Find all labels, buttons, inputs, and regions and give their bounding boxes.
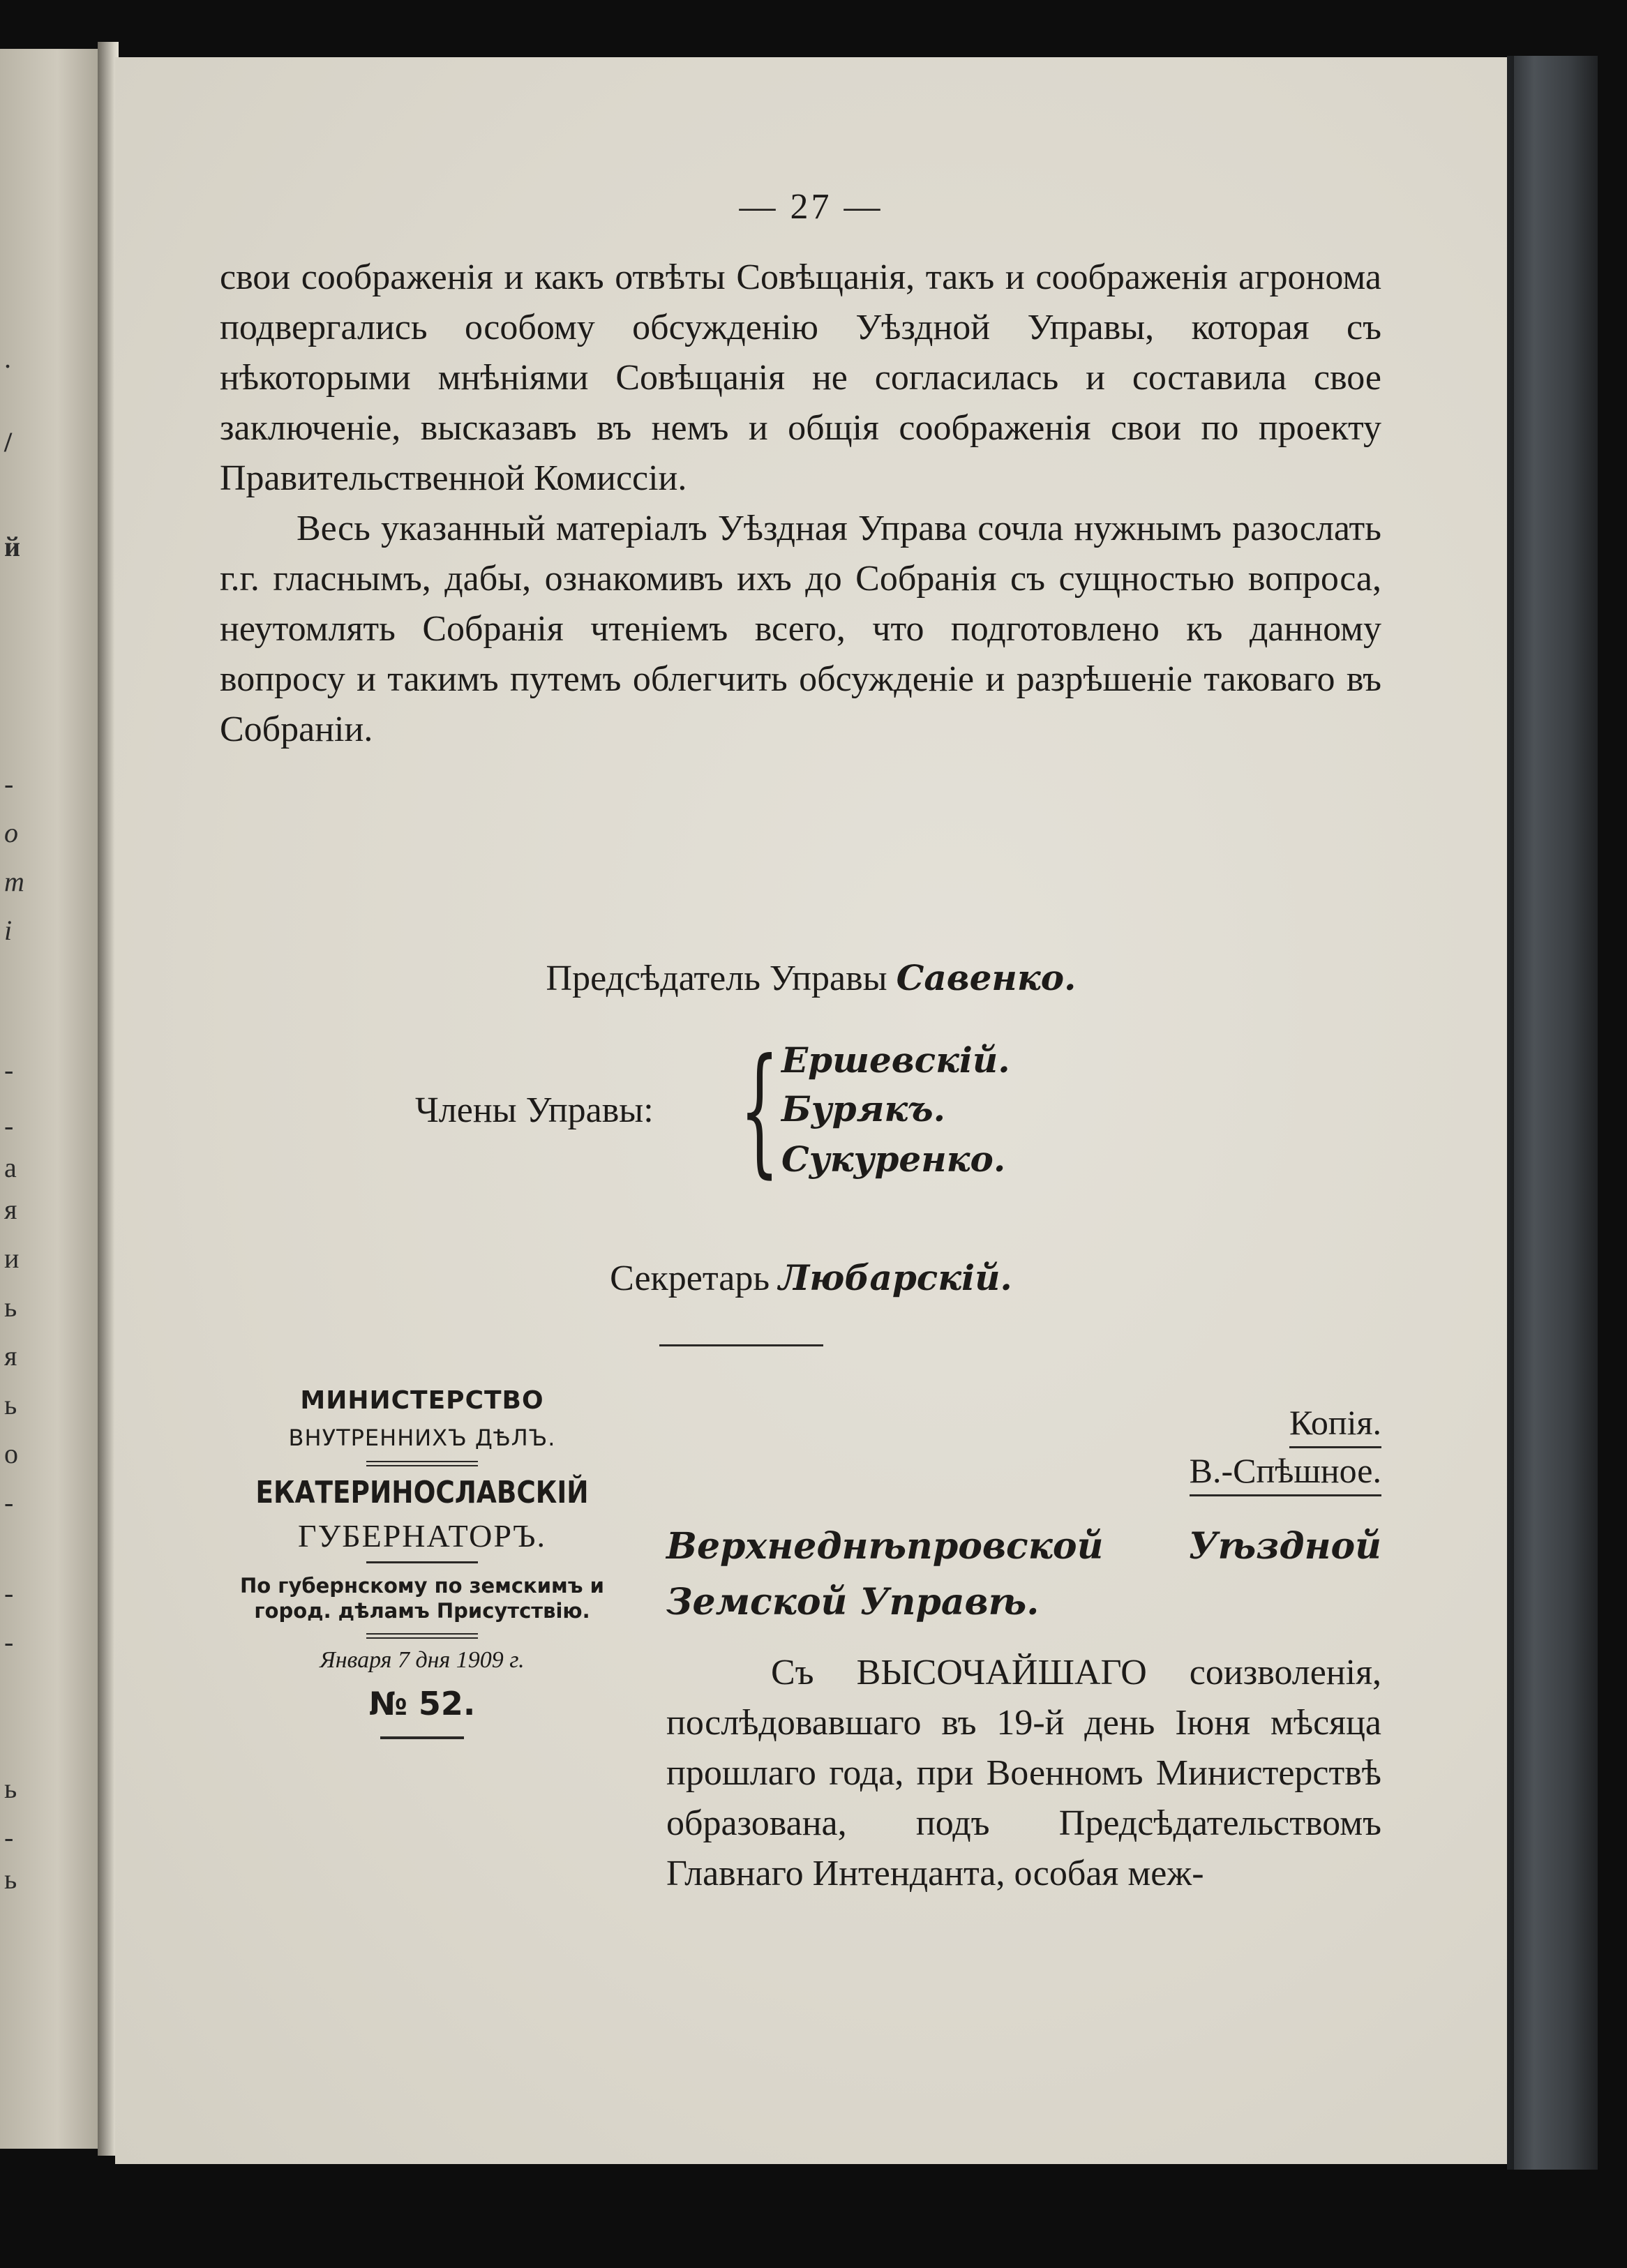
secretary-signature [115,1257,1507,1299]
page-number: — 27 — [739,187,883,227]
copy-marks [1190,1400,1381,1496]
department: По губернскому по земскимъ и город. дѣламъ Присутствію. [240,1574,604,1623]
chair-title: Предсѣдатель Управы [546,959,887,998]
members-signature [415,1029,1252,1208]
letter-date: Января 7 дня 1909 г. [320,1647,525,1673]
left-page-fragment: - [4,1054,14,1086]
left-page-fragment: т [4,866,24,897]
double-rule [366,1633,478,1639]
left-page-fragment: я [4,1340,17,1372]
paragraph: Съ ВЫСОЧАЙШАГО соизволенія, послѣдовавшаго въ 19-й день Іюня мѣсяца прошлаго года, при Военномъ Министерствѣ образована, подъ Предсѣдательствомъ Главнаго Интенданта, особая меж- [666,1653,1381,1893]
member-name: Ершевскій. [781,1039,1010,1081]
section-divider [659,1344,823,1346]
paragraph: свои соображенія и какъ отвѣты Совѣщанія, такъ и соображенія агронома подвергались особому обсужденію Уѣздной Управы, которая съ нѣкоторыми мнѣніями Совѣщанія не согласилась и составила свое заключеніе, высказавъ въ немъ и общія соображенія свои по проекту Правительственной Комиссіи. [220,257,1381,498]
rule [380,1736,464,1739]
left-page-fragment: - [4,1626,14,1658]
left-page-fragment: і [4,915,13,946]
left-page-fragment: о [4,1438,18,1469]
left-page-fragment: ь [4,1389,17,1420]
member-name: Сукуренко. [781,1139,1006,1180]
paragraph: Весь указанный матеріалъ Уѣздная Управа сочла нужнымъ разослать г.г. гласнымъ, дабы, ознакомивъ ихъ до Собранія съ сущностью вопроса, неутомлять Собранія чтеніемъ всего, что подготовлено къ данному вопросу и такимъ путемъ облегчить обсужденіе и разрѣшеніе таковаго въ Собраніи. [220,509,1381,749]
left-page-fragment: и [4,1242,20,1274]
ministry-line1: МИНИСТЕРСТВО [300,1386,544,1415]
left-page-fragment: . [4,343,11,374]
ministry-line2: ВНУТРЕННИХЪ ДѢЛЪ. [288,1425,556,1451]
left-page-fragment: - [4,1110,14,1141]
letterhead [220,1386,624,1739]
left-page-fragment: я [4,1194,17,1225]
members-label: Члены Управы: [415,1090,654,1130]
left-page-fragment: ь [4,1773,17,1804]
left-page-fragment: / [4,426,13,458]
urgent-label: В.-Спѣшное. [1190,1448,1381,1496]
member-name: Бурякъ. [781,1088,945,1129]
governor-line2: ГУБЕРНАТОРЪ. [298,1518,546,1554]
body-text [220,253,1381,755]
copy-label: Копія. [1289,1400,1381,1448]
rule [366,1561,478,1563]
previous-page-edge [0,49,105,2149]
left-page-fragment: - [4,1822,14,1853]
left-page-fragment: о [4,817,18,848]
document-page [115,57,1507,2164]
left-page-fragment: а [4,1152,17,1183]
governor-line1: ЕКАТЕРИНОСЛАВСКІЙ [255,1475,589,1510]
left-page-fragment: - [4,1487,14,1518]
addressee: Верхнеднѣпровской Уѣздной Земской Управѣ. [666,1525,1381,1623]
left-page-fragment: ь [4,1863,17,1895]
book-cover-edge [1507,56,1598,2170]
left-page-fragment: - [4,1577,14,1609]
letter-body [666,1648,1381,1899]
left-page-fragment: - [4,768,14,799]
secretary-title: Секретарь [610,1259,770,1298]
chair-name: Савенко. [896,957,1077,998]
left-page-fragment: ь [4,1291,17,1323]
left-brace: { [739,1029,780,1192]
double-rule [366,1461,478,1466]
letter-number: № 52. [368,1685,476,1722]
secretary-name: Любарскій. [779,1257,1012,1298]
chair-signature [115,957,1507,999]
left-page-fragment: й [4,531,21,562]
